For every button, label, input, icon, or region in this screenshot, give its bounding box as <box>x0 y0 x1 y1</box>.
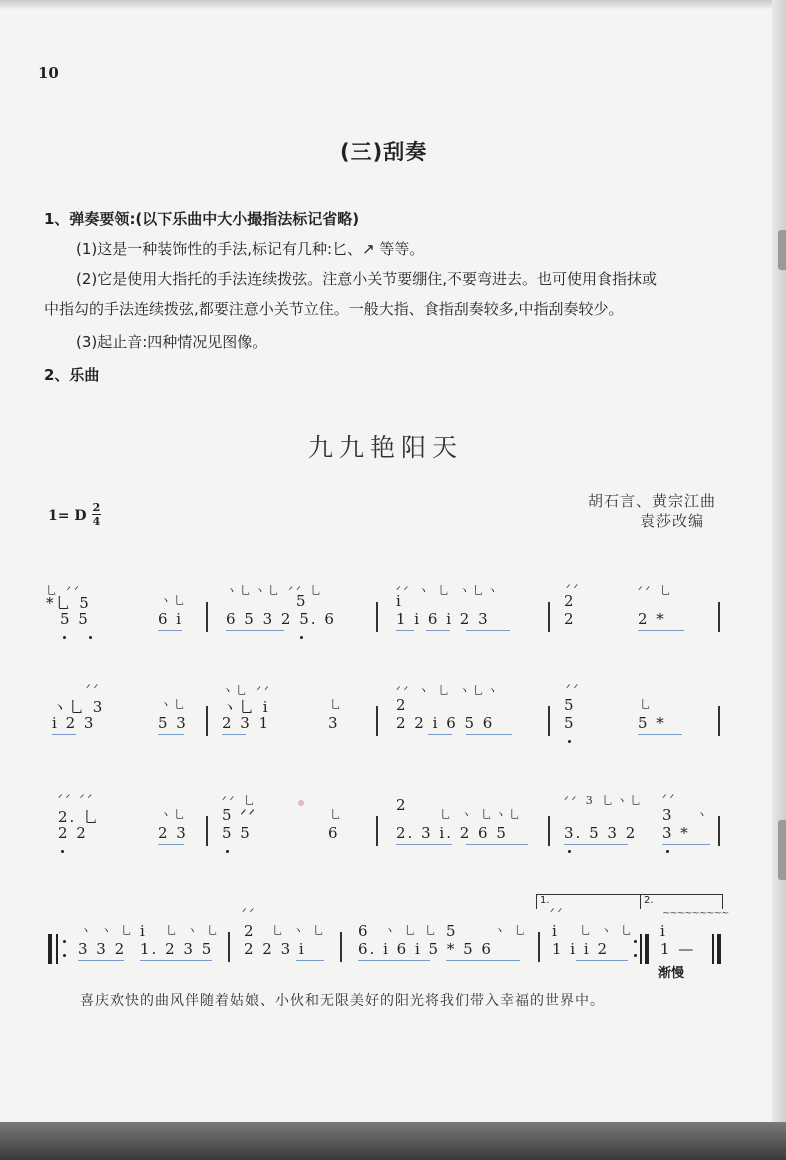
ornament-mark: ᐟᐟ ヽ 乚 ヽ乚ヽ <box>396 684 501 697</box>
page-number: 10 <box>38 64 59 82</box>
volta-first-ending: 1. <box>536 894 640 909</box>
barline <box>718 816 720 846</box>
note-group: 1 — <box>660 940 696 958</box>
note-group: 5 * <box>638 714 666 732</box>
barline <box>376 706 378 736</box>
beam-underline <box>296 960 324 961</box>
final-barline-thin <box>712 934 714 964</box>
score-row-2 <box>0 682 786 742</box>
note-group: 2 2 <box>58 824 88 842</box>
instruction-point-3: (3)起止音:四种情况见图像。 <box>76 333 268 351</box>
ornament-mark: ヽ乚 <box>160 808 188 821</box>
note-group: 5 5 <box>60 610 90 628</box>
upper-note: 6 <box>358 922 370 940</box>
instructions-heading: 1、弹奏要领:(以下乐曲中大小撮指法标记省略) <box>44 210 360 228</box>
barline <box>376 602 378 632</box>
ornament-mark: ᐟᐟ ヽ 乚 ヽ乚ヽ <box>396 584 501 597</box>
beam-underline <box>226 630 284 631</box>
music-heading: 2、乐曲 <box>44 366 100 384</box>
ornament-mark: ヽ <box>696 808 710 821</box>
upper-note: 2 <box>564 592 576 610</box>
note-group: 2 3 <box>158 824 188 842</box>
barline <box>206 602 208 632</box>
beam-underline <box>222 734 246 735</box>
beam-underline <box>52 734 76 735</box>
repeat-dot <box>63 940 66 943</box>
beam-underline <box>426 630 450 631</box>
ornament-mark: ヽ 乚 <box>494 924 529 937</box>
key-signature: 1= D <box>48 508 87 524</box>
repeat-dot <box>634 954 637 957</box>
ornament-mark: ᐟᐟ <box>566 582 582 595</box>
ornament-mark: ヽ乚ヽ乚 ᐟᐟ 乚 <box>226 584 325 597</box>
note-group: 6 5 3 2 5. 6 <box>226 610 336 628</box>
octave-dot <box>226 850 229 853</box>
repeat-start-thin <box>56 934 58 964</box>
beam-underline <box>662 844 710 845</box>
ornament-mark: 乚 ヽ 乚 <box>272 924 327 937</box>
page-tab <box>778 230 786 270</box>
beam-underline <box>466 734 512 735</box>
barline <box>548 602 550 632</box>
ornament-mark: 乚 ᐟᐟ <box>46 584 82 597</box>
upper-note: 5 <box>446 922 458 940</box>
beam-underline <box>78 960 124 961</box>
ornament-mark: 乚 <box>640 698 654 711</box>
note-group: 2 * <box>638 610 666 628</box>
beam-underline <box>158 630 182 631</box>
note-group: 3 * <box>662 824 690 842</box>
repeat-end-thin <box>640 934 642 964</box>
upper-note: 2 <box>244 922 256 940</box>
beam-underline <box>428 734 452 735</box>
note-group: 2 2 3 i <box>244 940 306 958</box>
upper-note: ヽ乚 3 <box>52 698 105 716</box>
ornament-mark: 乚 ヽ 乚ヽ乚 <box>440 808 523 821</box>
ornament-mark: ᐟᐟ <box>662 792 678 805</box>
octave-dot <box>300 636 303 639</box>
barline <box>718 706 720 736</box>
scan-bottom-band <box>0 1122 786 1160</box>
beam-underline <box>638 734 682 735</box>
ornament-mark: ᐟᐟ 乚 <box>638 584 674 597</box>
ornament-mark: 乚 ヽ 乚 <box>166 924 221 937</box>
arranger-credit: 袁莎改编 <box>640 512 705 530</box>
note-group: 5 3 <box>158 714 188 732</box>
instruction-point-2b: 中指勾的手法连续拨弦,都要注意小关节立住。一般大指、食指刮奏较多,中指刮奏较少。 <box>44 300 624 318</box>
upper-note: 5 <box>564 696 576 714</box>
octave-dot <box>89 636 92 639</box>
ornament-mark: ヽ ヽ 乚 <box>80 924 135 937</box>
note-group: 2. 3 i. 2 6 5 <box>396 824 508 842</box>
upper-note: 5 <box>296 592 308 610</box>
score-row-4 <box>0 892 786 972</box>
note-group: 3. 5 3 2 <box>564 824 638 842</box>
ornament-mark: 乚 ヽ 乚 <box>580 924 635 937</box>
ornament-mark: ᐟᐟ <box>566 682 582 695</box>
song-title: 九九艳阳天 <box>308 433 464 462</box>
ornament-mark: ᐟᐟ 3 乚ヽ乚 <box>564 794 645 807</box>
ornament-mark: ᐟᐟ ᐟᐟ <box>58 792 96 805</box>
beam-underline <box>158 844 184 845</box>
note-group: 1 i 6 i 2 3 <box>396 610 490 628</box>
final-barline-thick <box>717 934 721 964</box>
repeat-dot <box>634 940 637 943</box>
beam-underline <box>358 960 430 961</box>
beam-underline <box>466 630 510 631</box>
section-title: (三)刮奏 <box>340 140 428 164</box>
note-group: 1 i i 2 <box>552 940 609 958</box>
barline <box>206 816 208 846</box>
ornament-mark: 乚 <box>330 698 344 711</box>
upper-note: 5 ᐟᐟ <box>222 806 258 824</box>
score-row-3 <box>0 792 786 852</box>
barline <box>538 932 540 962</box>
beam-underline <box>638 630 684 631</box>
beam-underline <box>446 960 520 961</box>
beam-underline <box>576 960 628 961</box>
barline <box>228 932 230 962</box>
octave-dot <box>61 850 64 853</box>
composer-credit: 胡石言、黄宗江曲 <box>588 492 717 510</box>
instruction-point-1: (1)这是一种装饰性的手法,标记有几种:⼔、↗ 等等。 <box>76 240 425 258</box>
ornament-mark: ᐟᐟ <box>242 906 258 919</box>
note-group: i 2 3 <box>52 714 96 732</box>
time-signature <box>92 501 101 528</box>
beam-underline <box>564 844 628 845</box>
note-group: 6 <box>328 824 340 842</box>
note-group: 2 <box>564 610 576 628</box>
volta-second-ending: 2. <box>640 894 723 909</box>
note-group: 5 5 <box>222 824 252 842</box>
note-group: 2 2 i 6 5 6 <box>396 714 495 732</box>
octave-dot <box>63 636 66 639</box>
time-signature-top: 2 <box>92 501 101 514</box>
barline <box>376 816 378 846</box>
octave-dot <box>568 850 571 853</box>
beam-underline <box>396 630 414 631</box>
barline <box>340 932 342 962</box>
beam-underline <box>140 960 212 961</box>
note-group: 1. 2 3 5 <box>140 940 214 958</box>
barline <box>548 816 550 846</box>
upper-note: i <box>552 922 559 940</box>
beam-underline <box>396 844 452 845</box>
upper-note: *乚 5 <box>46 594 91 612</box>
ornament-mark: 乚 <box>330 808 344 821</box>
upper-note: 2. 乚 <box>58 808 101 826</box>
tempo-marking: 渐慢 <box>658 966 685 981</box>
note-group: 6 i <box>158 610 184 628</box>
time-signature-bottom: 4 <box>92 515 101 528</box>
beam-underline <box>466 844 528 845</box>
instruction-point-2a: (2)它是使用大指托的手法连续拨弦。注意小关节要绷住,不要弯进去。也可使用食指抹或 <box>76 270 658 288</box>
barline <box>548 706 550 736</box>
beam-underline <box>158 734 184 735</box>
note-group: 3 <box>328 714 340 732</box>
ornament-mark: ヽ乚 ᐟᐟ <box>222 684 272 697</box>
upper-note: i <box>140 922 147 940</box>
barline <box>206 706 208 736</box>
octave-dot <box>568 740 571 743</box>
song-caption: 喜庆欢快的曲风伴随着姑娘、小伙和无限美好的阳光将我们带入幸福的世界中。 <box>80 993 605 1009</box>
ornament-mark: ヽ乚 <box>160 594 188 607</box>
upper-note: i <box>396 592 403 610</box>
ornament-mark: ヽ乚 <box>160 698 188 711</box>
pink-mark <box>298 800 304 806</box>
upper-note: 3 <box>662 806 674 824</box>
upper-note: 2 <box>396 796 408 814</box>
ornament-mark: ᐟᐟ <box>86 682 102 695</box>
note-group: 3 3 2 <box>78 940 127 958</box>
barline <box>718 602 720 632</box>
tremolo-mark: ~~~~~~~~~ <box>662 908 729 919</box>
note-group: 5 <box>564 714 576 732</box>
score-row-1 <box>0 578 786 638</box>
ornament-mark: ヽ 乚 乚 <box>384 924 439 937</box>
octave-dot <box>666 850 669 853</box>
note-group: 2 3 1 <box>222 714 271 732</box>
ornament-mark: ᐟᐟ <box>550 906 566 919</box>
repeat-dot <box>63 954 66 957</box>
ornament-mark: ᐟᐟ 乚 <box>222 794 258 807</box>
repeat-start-thick <box>48 934 52 964</box>
top-shadow <box>0 0 786 10</box>
note-group: 6. i 6 i 5 * 5 6 <box>358 940 493 958</box>
repeat-end-thick <box>645 934 649 964</box>
upper-note: i <box>660 922 667 940</box>
upper-note: 2 <box>396 696 408 714</box>
upper-note: ヽ乚 i <box>222 698 270 716</box>
